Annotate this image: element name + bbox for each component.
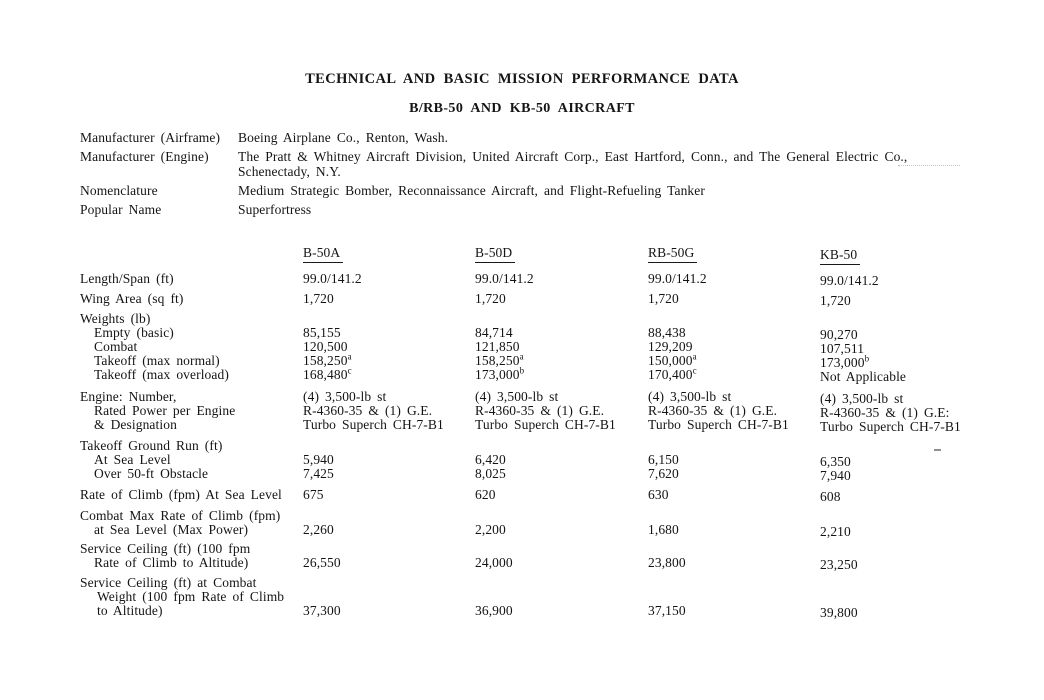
table-group-weights [80,312,1028,326]
table-row-wing-area [80,292,1028,306]
cell-value: (4) 3,500-lb st R-4360-35 & (1) G.E: Turbo Superch CH-7-B1 [820,391,961,434]
cell-value: 1,720 [648,291,679,306]
column-header-kb50: KB-50 [820,248,1028,265]
performance-table [80,246,1028,618]
cell-value: 173,000$^b$ [475,365,525,382]
info-label: Manufacturer (Airframe) [80,130,221,145]
cell-value: 1,720 [475,291,506,306]
cell-value: 85,155 [303,325,341,340]
cell-value: 620 [475,487,496,502]
cell-value: 608 [820,489,841,504]
info-value: Boeing Airplane Co., Renton, Wash. [238,130,449,145]
footnote-ref: a [692,351,697,362]
cell-value: 37,150 [648,603,686,618]
info-value: Medium Strategic Bomber, Reconnaissance Aircraft, and Flight-Refueling Tanker [238,183,705,198]
cell-value: 107,511 [820,341,865,356]
cell-value: 2,210 [820,524,851,539]
cell-value: 99.0/141.2 [475,271,534,286]
cell-value: 1,720 [820,293,851,308]
cell-value: 168,480$^c$ [303,365,352,382]
cell-value: (4) 3,500-lb st R-4360-35 & (1) G.E. Turbo Superch CH-7-B1 [648,389,789,432]
cell-value: 88,438 [648,325,686,340]
info-value: Superfortress [238,202,312,217]
info-label: Nomenclature [80,183,158,198]
scan-artifact [934,449,941,451]
footnote-ref: b [864,353,870,364]
table-row-takeoff-max-normal [80,351,1028,370]
cell-value: 23,800 [648,555,686,570]
row-label: Service Ceiling (ft) (100 fpm Rate of Climb to Altitude) [80,541,251,570]
footnote-ref: a [519,351,524,362]
table-row-combat-weight [80,340,1028,354]
cell-value: 23,250 [820,557,858,572]
table-header-row [80,246,1028,263]
table-row-service-ceiling-combat-weight [80,576,1028,618]
cell-value: 99.0/141.2 [820,273,879,288]
info-section [80,130,980,221]
cell-value: 7,425 [303,466,334,481]
row-label: At Sea Level [94,452,171,467]
cell-value: 158,250$^a$ [475,351,524,368]
table-row-engine [80,390,1028,432]
row-label: Engine: Number, Rated Power per Engine & Designation [80,389,236,432]
table-row-at-sea-level [80,453,1028,467]
cell-value: 630 [648,487,669,502]
cell-value: 24,000 [475,555,513,570]
cell-value: 675 [303,487,324,502]
table-row-service-ceiling [80,542,1028,570]
table-row-over-obstacle [80,467,1028,481]
footnote-ref: b [519,365,525,376]
page-subtitle: B/RB-50 AND KB-50 AIRCRAFT [409,101,635,116]
footnote-ref: c [347,365,352,376]
cell-value: 5,940 [303,452,334,467]
row-label: Rate of Climb (fpm) At Sea Level [80,487,282,502]
info-row-nomenclature [80,183,980,198]
info-value: The Pratt & Whitney Aircraft Division, United Aircraft Corp., East Hartford, Conn., and The General Electric Co., Schenectady, N.Y. [238,149,908,179]
column-header-rb50g: RB-50G [648,246,820,263]
cell-value: 26,550 [303,555,341,570]
cell-value: 1,720 [303,291,334,306]
column-header-b50d: B-50D [475,246,648,263]
table-group-takeoff-ground-run [80,439,1028,453]
table-row-length-span [80,272,1028,286]
info-row-manufacturer-airframe [80,130,980,145]
cell-value: 7,940 [820,468,851,483]
cell-value: 36,900 [475,603,513,618]
cell-value: 120,500 [303,339,348,354]
row-label: Over 50-ft Obstacle [94,466,209,481]
column-header-b50a: B-50A [303,246,475,263]
cell-value: 6,420 [475,452,506,467]
cell-value: 6,350 [820,454,851,469]
footnote-ref: a [347,351,352,362]
scan-artifact [898,164,960,166]
cell-value: 84,714 [475,325,513,340]
info-row-popular-name [80,202,980,217]
cell-value: (4) 3,500-lb st R-4360-35 & (1) G.E. Turbo Superch CH-7-B1 [475,389,616,432]
cell-value: (4) 3,500-lb st R-4360-35 & (1) G.E. Turbo Superch CH-7-B1 [303,389,444,432]
cell-value: 129,209 [648,339,693,354]
table-row-combat-max-rate-of-climb [80,509,1028,537]
row-label: Combat [94,339,138,354]
cell-value: 6,150 [648,452,679,467]
cell-value: 150,000$^a$ [648,351,697,368]
table-row-empty-basic [80,326,1028,340]
group-label: Takeoff Ground Run (ft) [80,438,223,453]
info-label: Popular Name [80,202,162,217]
cell-value: 173,000$^b$ [820,353,870,370]
cell-value: 99.0/141.2 [303,271,362,286]
cell-value: 158,250$^a$ [303,351,352,368]
row-label: Empty (basic) [94,325,174,340]
cell-value: 39,800 [820,605,858,620]
cell-value: 8,025 [475,466,506,481]
cell-value: 2,260 [303,522,334,537]
cell-value: 99.0/141.2 [648,271,707,286]
table-row-takeoff-max-overload [80,365,1028,384]
row-label: Takeoff (max normal) [94,353,220,368]
cell-value: 1,680 [648,522,679,537]
table-row-rate-of-climb [80,488,1028,502]
row-label: Length/Span (ft) [80,271,174,286]
header-spacer [80,246,303,263]
info-label: Manufacturer (Engine) [80,149,209,164]
cell-value: 121,850 [475,339,520,354]
cell-value: 170,400$^c$ [648,365,697,382]
row-label: Combat Max Rate of Climb (fpm) at Sea Level (Max Power) [80,508,281,537]
footnote-ref: c [692,365,697,376]
row-label: Service Ceiling (ft) at Combat Weight (100 fpm Rate of Climb to Altitude) [80,575,285,618]
cell-value: 2,200 [475,522,506,537]
cell-value: 7,620 [648,466,679,481]
info-row-manufacturer-engine [80,149,980,179]
cell-value: 90,270 [820,327,858,342]
cell-value: Not Applicable [820,369,907,384]
cell-value: 37,300 [303,603,341,618]
row-label: Wing Area (sq ft) [80,291,184,306]
page-title: TECHNICAL AND BASIC MISSION PERFORMANCE DATA [305,71,739,87]
row-label: Takeoff (max overload) [94,367,229,382]
group-label: Weights (lb) [80,311,151,326]
